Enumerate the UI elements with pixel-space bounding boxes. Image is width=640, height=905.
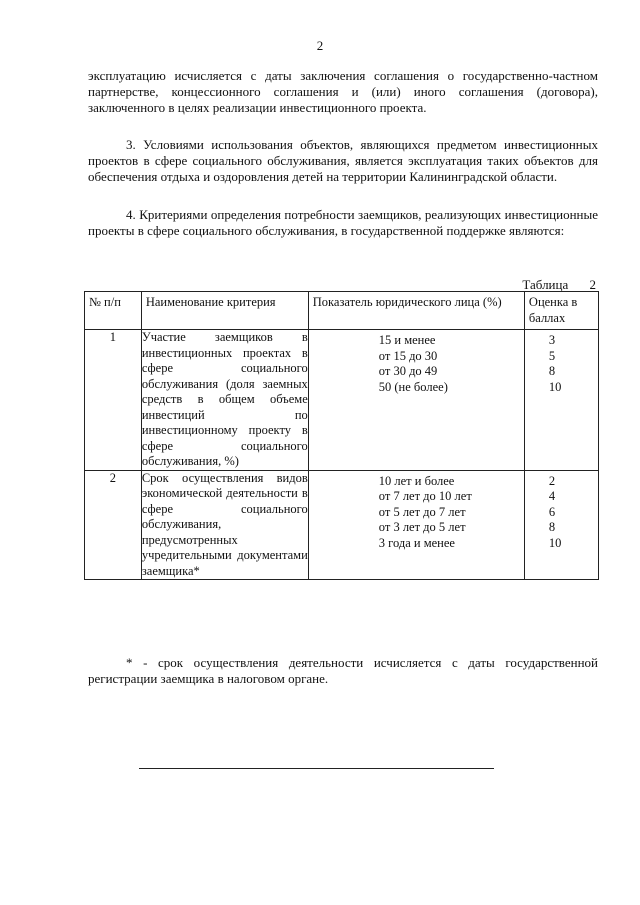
page-number: 2 (316, 38, 324, 53)
row-number: 1 (85, 330, 142, 471)
indicator-value: от 30 до 49 (378, 364, 438, 378)
indicator-cell (308, 330, 524, 471)
header-number: № п/п (85, 292, 142, 330)
signature-line (139, 768, 494, 769)
indicator-list (309, 330, 524, 395)
table-row (85, 330, 599, 471)
score-value: 3 (548, 333, 556, 347)
indicator-list (309, 471, 524, 552)
score-cell (524, 470, 598, 580)
score-value: 8 (548, 364, 556, 378)
score-value: 10 (548, 535, 562, 550)
header-score: Оценка в баллах (524, 292, 598, 330)
indicator-value: от 7 лет до 10 лет (378, 489, 472, 503)
score-value: 5 (548, 348, 556, 363)
table-row (85, 470, 599, 580)
score-cell (524, 330, 598, 471)
row-number: 2 (85, 470, 142, 580)
footnote: * - срок осуществления деятельности исчисляется с даты государственной регистрации заемщика в налоговом органе. (88, 655, 598, 686)
score-list (525, 471, 598, 552)
indicator-value: 15 и менее (378, 333, 436, 347)
criterion-cell: Участие заемщиков в инвестиционных проектах в сфере социального обслуживания (доля заемных средств в общем объеме инвестиций по инвестиционному проекту в сфере социального обслуживания, %) (141, 330, 308, 468)
criteria-table (84, 291, 599, 580)
score-value: 10 (548, 379, 562, 394)
score-value: 6 (548, 504, 556, 519)
score-value: 2 (548, 473, 556, 488)
score-value: 8 (548, 520, 556, 534)
indicator-value: от 5 лет до 7 лет (378, 504, 466, 519)
paragraph-4: 4. Критериями определения потребности заемщиков, реализующих инвестиционные проекты в сфере социального обслуживания, в государственной поддержке являются: (88, 207, 598, 238)
score-list (525, 330, 598, 395)
indicator-value: 10 лет и более (378, 473, 455, 488)
indicator-value: от 15 до 30 (378, 348, 438, 363)
indicator-value: 3 года и менее (378, 535, 455, 550)
paragraph-3: 3. Условиями использования объектов, являющихся предметом инвестиционных проектов в сфере социального обслуживания, является эксплуатация таких объектов для обеспечения отдыха и оздоровления детей на территории Калининградской области. (88, 137, 598, 184)
table-caption: Таблица 2 (522, 277, 596, 292)
indicator-value: от 3 лет до 5 лет (378, 520, 466, 534)
criterion-cell: Срок осуществления видов экономической деятельности в сфере социального обслуживания, предусмотренных учредительными документами заемщика* (141, 470, 308, 578)
score-value: 4 (548, 489, 556, 503)
paragraph-continuation: эксплуатацию исчисляется с даты заключения соглашения о государственно-частном партнерстве, концессионного соглашения и (или) иного соглашения (договора), заключенного в целях реализации инвестиционного проекта. (88, 68, 598, 115)
indicator-value: 50 (не более) (378, 379, 448, 394)
header-criterion: Наименование критерия (141, 292, 308, 330)
header-indicator: Показатель юридического лица (%) (308, 292, 524, 330)
table-header-row (85, 292, 599, 330)
indicator-cell (308, 470, 524, 580)
